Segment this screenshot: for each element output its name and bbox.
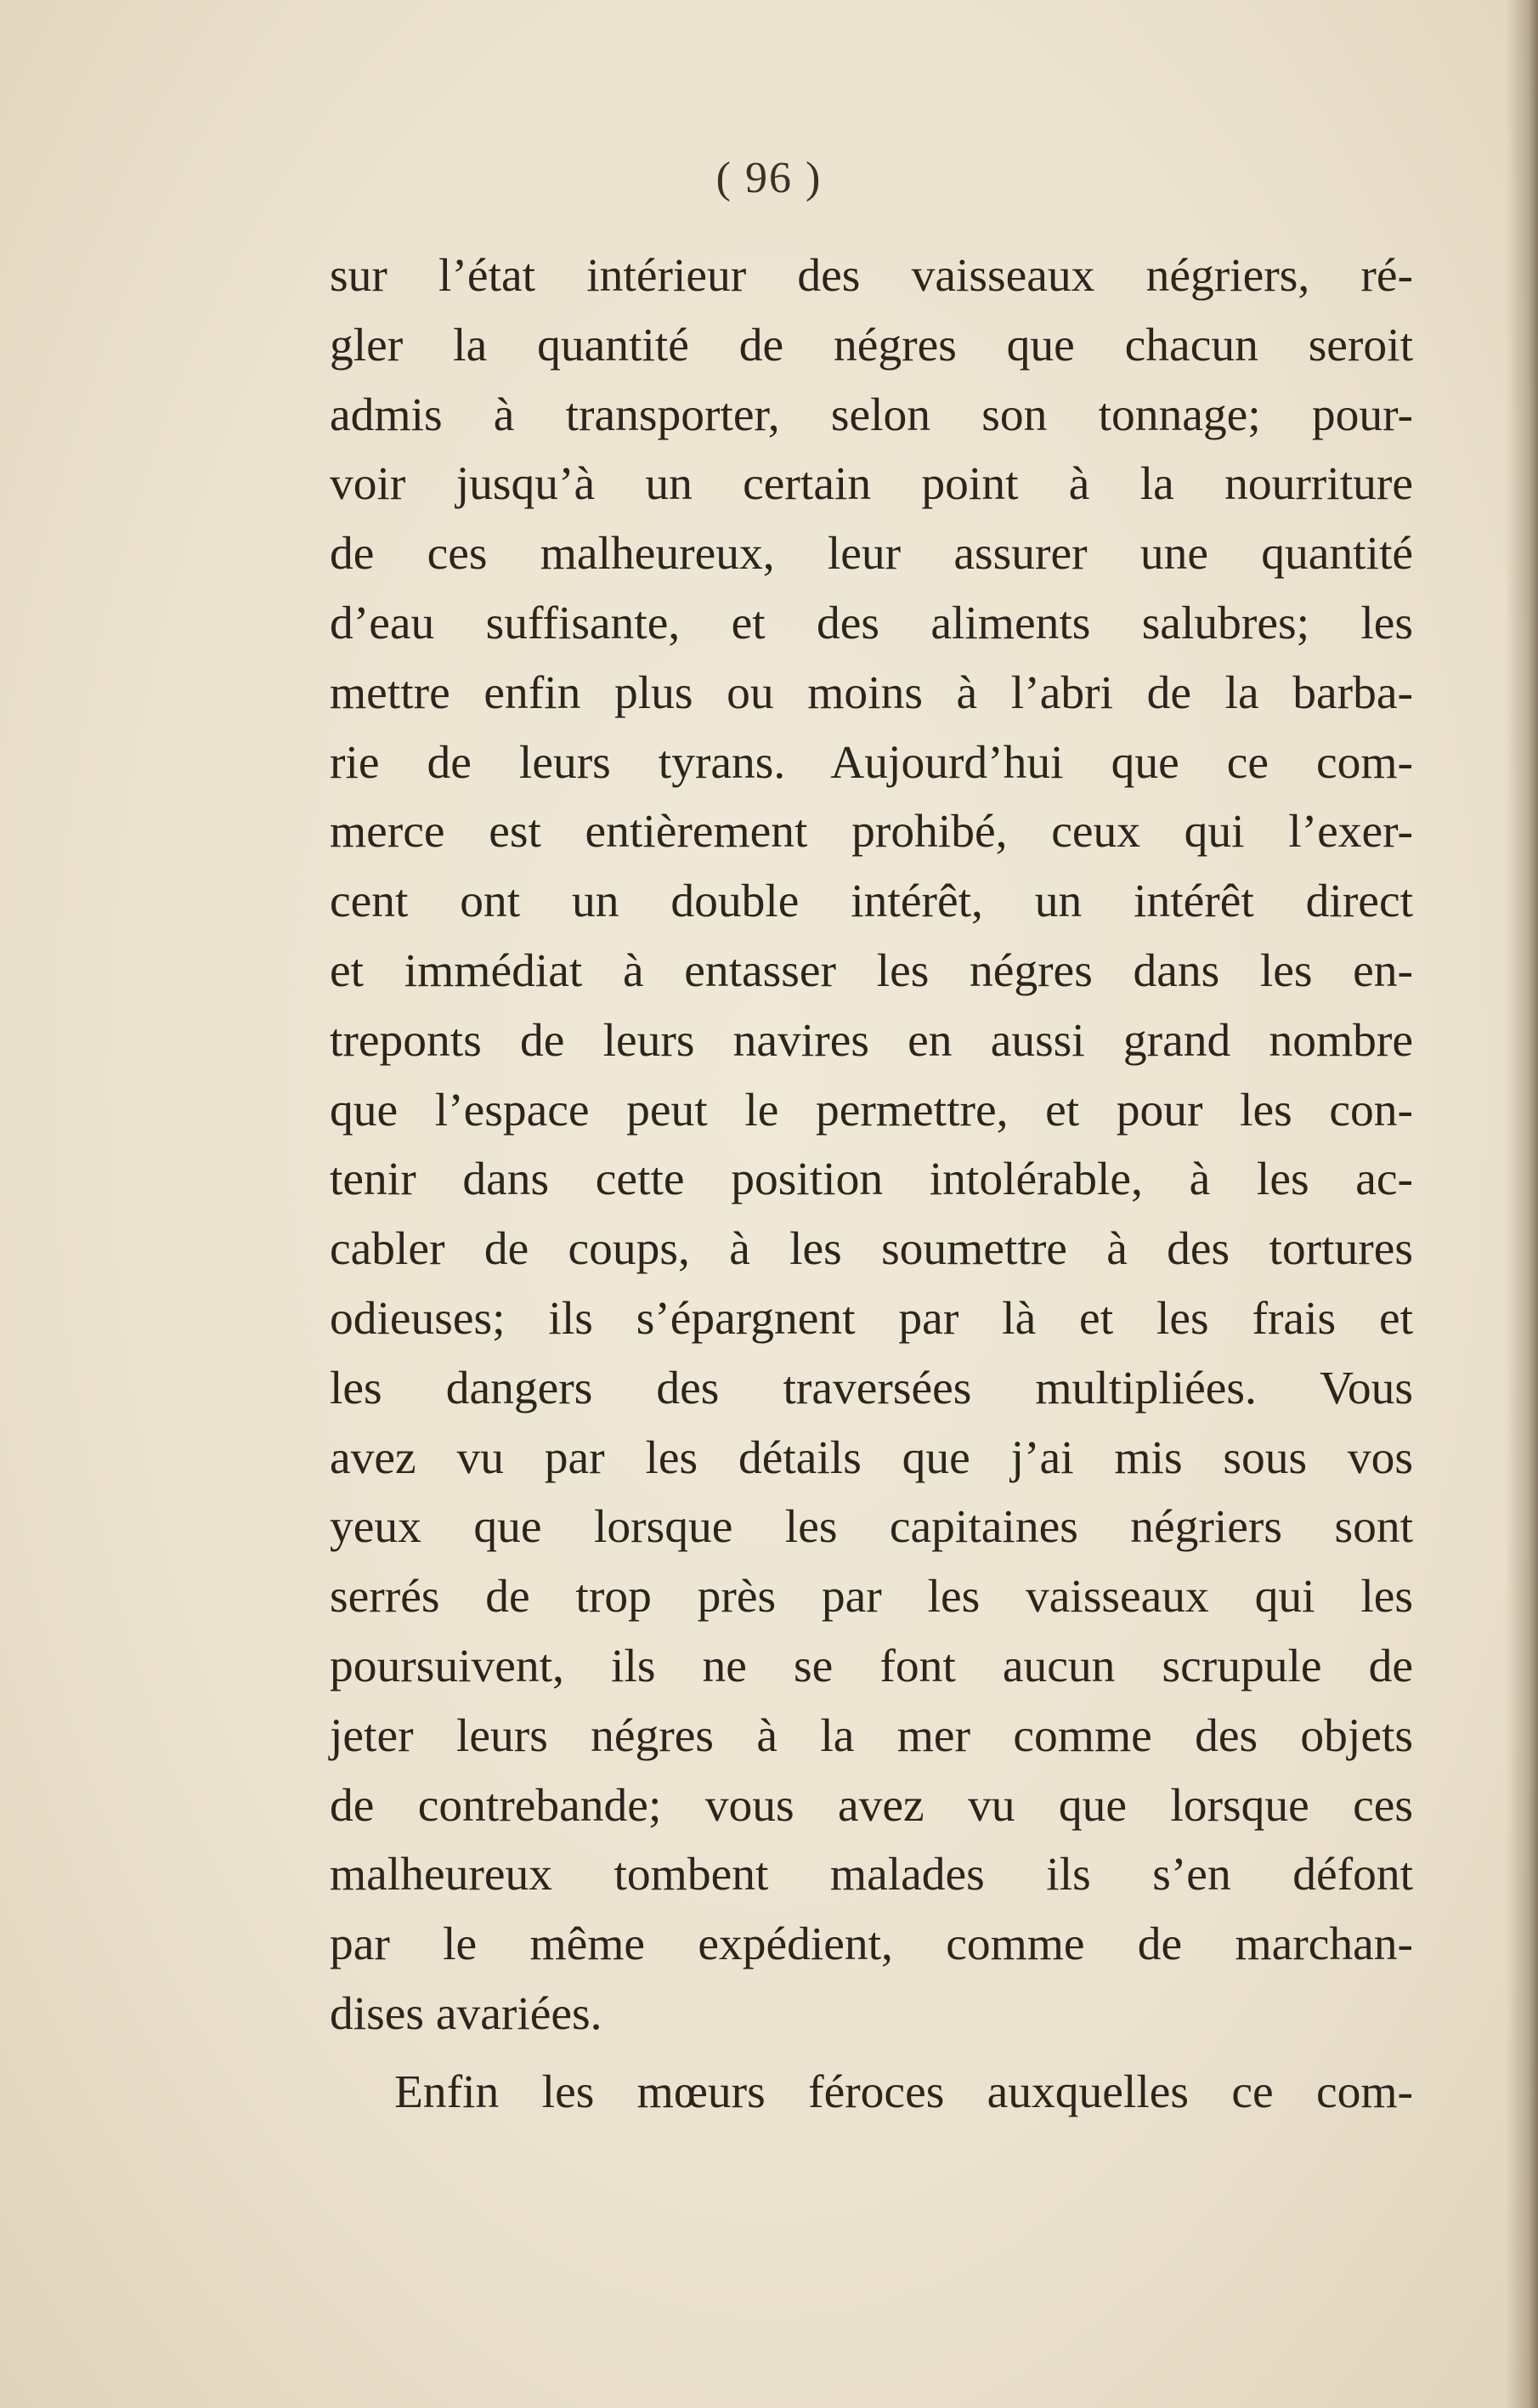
text-line: rie de leurs tyrans. Aujourd’hui que ce com- (330, 736, 1413, 789)
text-line: tenir dans cette position intolérable, à les ac- (330, 1153, 1413, 1206)
text-line: que l’espace peut le permettre, et pour les con- (330, 1084, 1413, 1136)
page-number: ( 96 ) (715, 154, 823, 202)
text-line: treponts de leurs navires en aussi grand nombre (330, 1014, 1413, 1067)
text-line: d’eau suffisante, et des aliments salubres; les (330, 597, 1413, 649)
text-line: cabler de coups, à les soumettre à des tortures (330, 1223, 1413, 1276)
text-line: mettre enfin plus ou moins à l’abri de la barba- (330, 666, 1413, 719)
spine-shadow (1506, 0, 1538, 2408)
text-line: de contrebande; vous avez vu que lorsque ces (330, 1779, 1413, 1832)
text-line: gler la quantité de négres que chacun seroit (330, 319, 1413, 371)
text-line: par le même expédient, comme de marchan- (330, 1918, 1413, 1971)
body-text (330, 241, 1413, 2128)
text-line: et immédiat à entasser les négres dans les en- (330, 944, 1413, 997)
paragraph-start-line: Enfin les mœurs féroces auxquelles ce com- (394, 2065, 1413, 2118)
text-line: merce est entièrement prohibé, ceux qui l’exer- (330, 806, 1413, 858)
text-line: les dangers des traversées multipliées. Vous (330, 1362, 1413, 1414)
text-line: serrés de trop près par les vaisseaux qui les (330, 1571, 1413, 1623)
paragraph-end-line: dises avariées. (330, 1987, 602, 2040)
text-line: malheureux tombent malades ils s’en défont (330, 1849, 1413, 1901)
text-line: avez vu par les détails que j’ai mis sous vos (330, 1431, 1413, 1484)
text-line: admis à transporter, selon son tonnage; pour- (330, 388, 1413, 441)
text-line: cent ont un double intérêt, un intérêt direct (330, 875, 1413, 928)
text-line: voir jusqu’à un certain point à la nourriture (330, 458, 1413, 511)
text-line: sur l’état intérieur des vaisseaux négriers, ré- (330, 250, 1413, 302)
text-line: de ces malheureux, leur assurer une quantité (330, 528, 1413, 581)
text-line: poursuivent, ils ne se font aucun scrupule de (330, 1640, 1413, 1692)
text-line: odieuses; ils s’épargnent par là et les frais et (330, 1292, 1413, 1345)
text-line: jeter leurs négres à la mer comme des objets (330, 1709, 1413, 1762)
text-line: yeux que lorsque les capitaines négriers sont (330, 1501, 1413, 1554)
